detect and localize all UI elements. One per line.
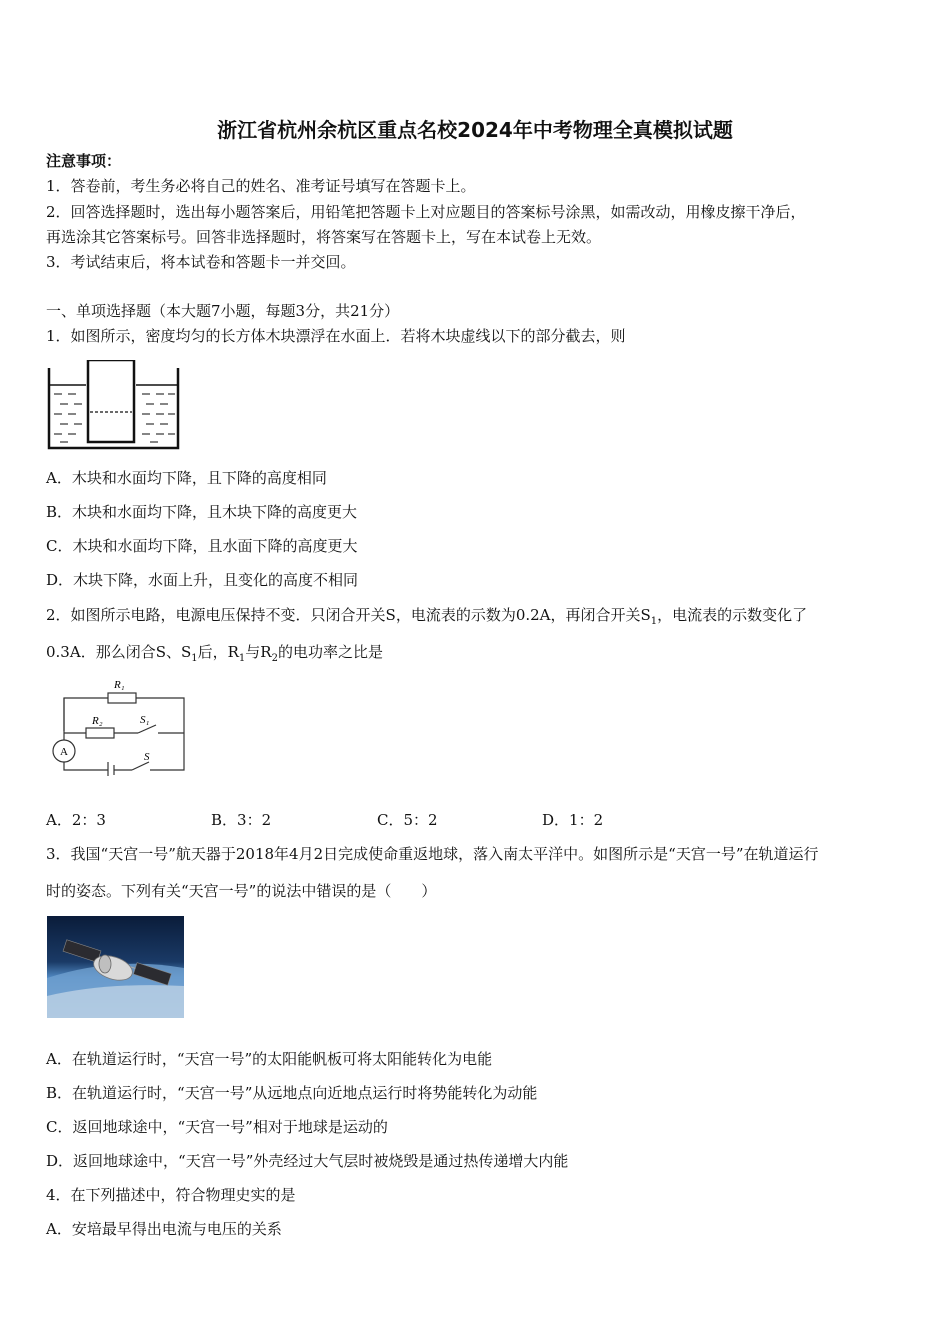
r2-label: R₂ <box>92 715 103 727</box>
s1-label: S₁ <box>140 714 150 726</box>
s-label: S <box>144 751 150 763</box>
question-4-stem: 4．在下列描述中，符合物理史实的是 <box>46 1186 296 1204</box>
circuit-diagram <box>46 676 191 780</box>
option: A．2：3 <box>46 811 106 829</box>
question-1-stem: 1．如图所示，密度均匀的长方体木块漂浮在水面上．若将木块虚线以下的部分截去，则 <box>46 327 626 345</box>
option: A．在轨道运行时，“天宫一号”的太阳能帆板可将太阳能转化为电能 <box>46 1050 493 1068</box>
option: B．3：2 <box>211 811 272 829</box>
notice-heading: 注意事项： <box>46 152 122 170</box>
option: C．木块和水面均下降，且水面下降的高度更大 <box>46 537 358 555</box>
page-title: 浙江省杭州余杭区重点名校2024年中考物理全真模拟试题 <box>217 118 733 142</box>
notice-item: 2．回答选择题时，选出每小题答案后，用铅笔把答题卡上对应题目的答案标号涂黑，如需改动，用橡皮擦干净后， <box>46 203 806 221</box>
question-2-stem-cont: 0.3A．那么闭合S、$S_1$后，$R_1$与$R_2$的电功率之比是 <box>46 643 383 664</box>
option: A．安培最早得出电流与电压的关系 <box>46 1220 282 1238</box>
ammeter-label: A <box>60 746 68 758</box>
notice-item: 再选涂其它答案标号。回答非选择题时，将答案写在答题卡上，写在本试卷上无效。 <box>46 228 602 246</box>
option: B．在轨道运行时，“天宫一号”从远地点向近地点运行时将势能转化为动能 <box>46 1084 538 1102</box>
option: C．返回地球途中，“天宫一号”相对于地球是运动的 <box>46 1118 388 1136</box>
option: C．5：2 <box>377 811 438 829</box>
question-3-stem-cont: 时的姿态。下列有关“天宫一号”的说法中错误的是（ ） <box>46 882 437 900</box>
question-3-stem: 3．我国“天宫一号”航天器于2018年4月2日完成使命重返地球，落入南太平洋中。如图所示是“天宫一号”在轨道运行 <box>46 845 819 863</box>
option: D．1：2 <box>542 811 604 829</box>
option: D．返回地球途中，“天宫一号”外壳经过大气层时被烧毁是通过热传递增大内能 <box>46 1152 569 1170</box>
section-heading: 一、单项选择题（本大题7小题，每题3分，共21分） <box>46 302 400 320</box>
option: D．木块下降，水面上升，且变化的高度不相同 <box>46 571 359 589</box>
notice-item: 3．考试结束后，将本试卷和答题卡一并交回。 <box>46 253 356 271</box>
floating-block-figure <box>46 360 182 456</box>
option: A．木块和水面均下降，且下降的高度相同 <box>46 469 327 487</box>
notice-item: 1．答卷前，考生务必将自己的姓名、准考证号填写在答题卡上。 <box>46 177 476 195</box>
r1-label: R₁ <box>114 679 125 691</box>
question-2-stem: 2．如图所示电路，电源电压保持不变．只闭合开关S，电流表的示数为0.2A，再闭合开关$S_1$，电流表的示数变化了 <box>46 606 808 627</box>
option: B．木块和水面均下降，且木块下降的高度更大 <box>46 503 358 521</box>
space-station-photo <box>47 916 184 1022</box>
